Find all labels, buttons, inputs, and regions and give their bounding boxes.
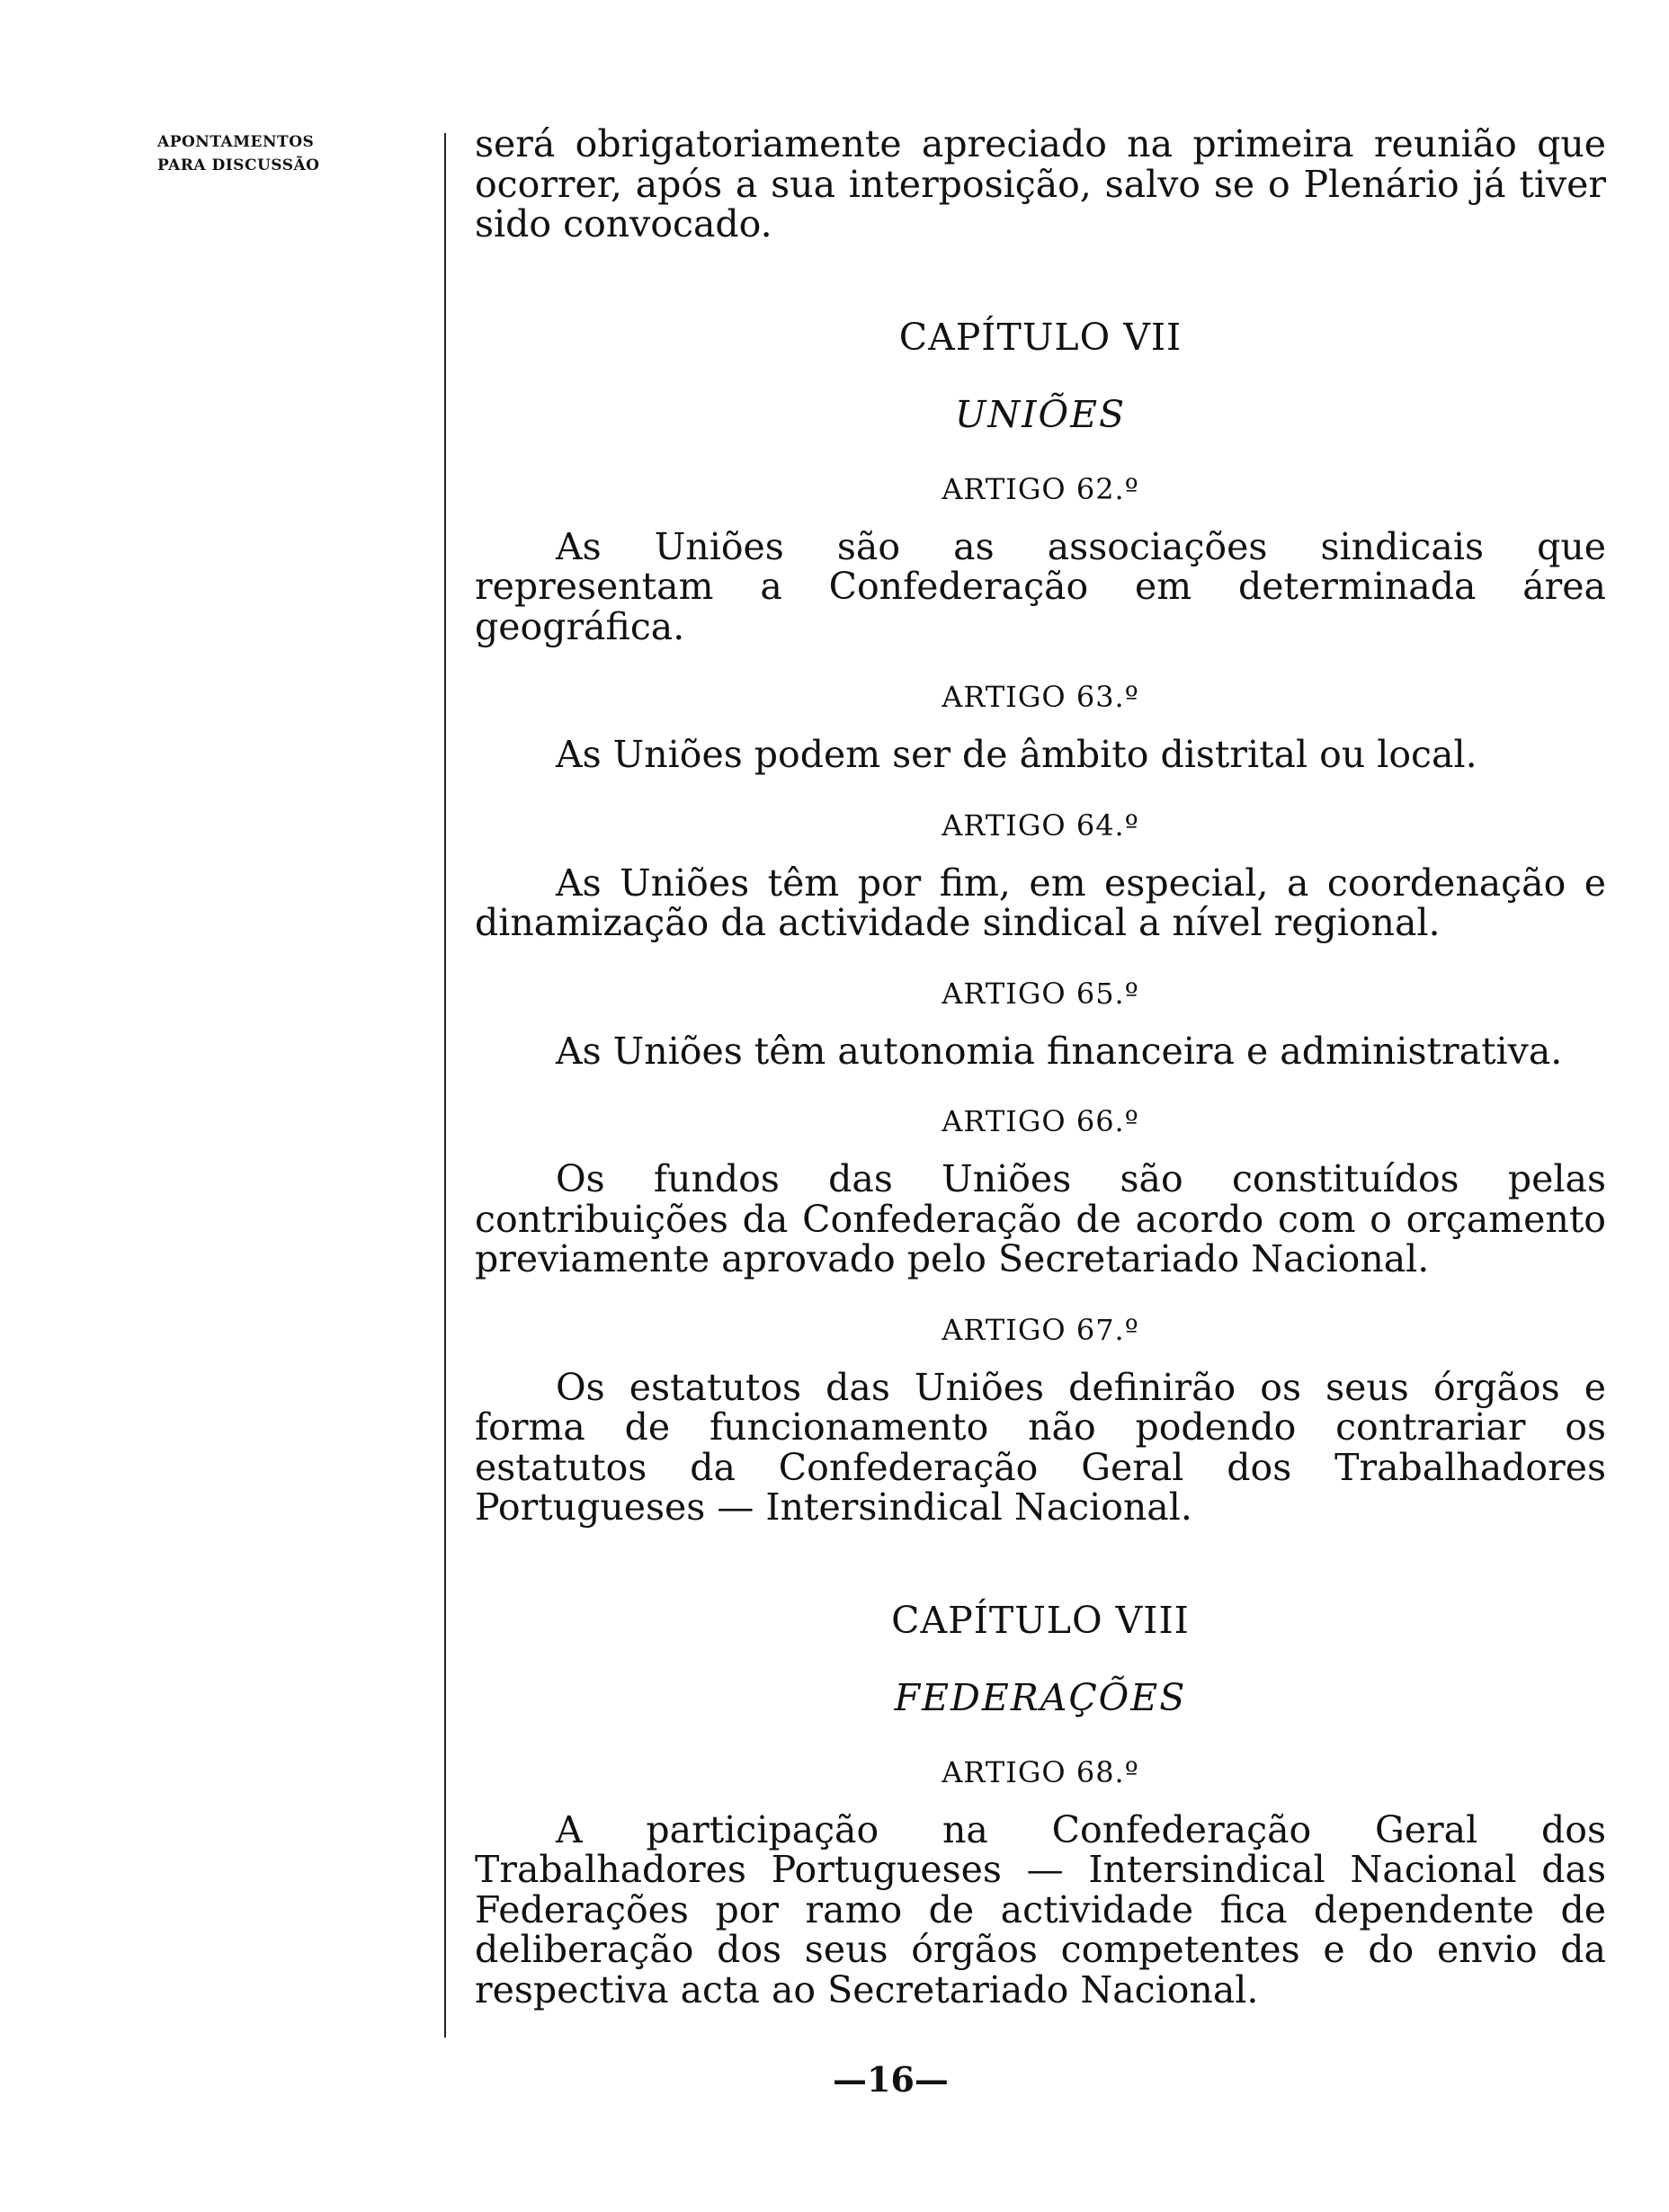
article-65-number: ARTIGO 65.º bbox=[942, 976, 1139, 1011]
chapter-7-heading: CAPÍTULO VII bbox=[898, 315, 1183, 359]
article-68-text: A participação na Confederação Geral dos Trabalhadores Portugueses — Intersindical Nacional das Federações por ramo de actividade fica dependente de deliberação dos seus órgãos competentes e do envio da respectiva acta ao Secretariado Nacional. bbox=[475, 1807, 1606, 2011]
article-63-number: ARTIGO 63.º bbox=[942, 680, 1139, 714]
margin-rule bbox=[444, 133, 446, 2038]
page-content bbox=[475, 124, 1606, 2010]
chapter-8-heading: CAPÍTULO VIII bbox=[891, 1598, 1190, 1642]
article-62-text: As Uniões são as associações sindicais que representam a Confederação em determinada área geográfica. bbox=[475, 524, 1606, 648]
article-68-number: ARTIGO 68.º bbox=[942, 1754, 1139, 1789]
article-67-number: ARTIGO 67.º bbox=[942, 1312, 1139, 1347]
margin-note bbox=[157, 130, 319, 178]
article-63-text: As Uniões podem ser de âmbito distrital ou local. bbox=[556, 733, 1477, 776]
opening-paragraph: será obrigatoriamente apreciado na primeira reunião que ocorrer, após a sua interposição, salvo se o Plenário já tiver sido convocado. bbox=[475, 122, 1606, 245]
margin-note-line-2: PARA DISCUSSÃO bbox=[157, 156, 320, 175]
page-number: —16— bbox=[833, 2059, 949, 2100]
article-66-text: Os fundos das Uniões são constituídos pelas contribuições da Confederação de acordo com o orçamento previamente aprovado pelo Secretariado Nacional. bbox=[475, 1157, 1606, 1280]
article-62-number: ARTIGO 62.º bbox=[942, 471, 1139, 506]
chapter-7-title: UNIÕES bbox=[954, 392, 1127, 436]
article-65-text: As Uniões têm autonomia financeira e administrativa. bbox=[556, 1029, 1563, 1073]
article-66-number: ARTIGO 66.º bbox=[942, 1104, 1139, 1138]
margin-note-line-1: APONTAMENTOS bbox=[157, 133, 315, 151]
article-64-number: ARTIGO 64.º bbox=[942, 807, 1139, 843]
chapter-8-title: FEDERAÇÕES bbox=[894, 1675, 1187, 1719]
article-64-text: As Uniões têm por fim, em especial, a coordenação e dinamização da actividade sindical a nível regional. bbox=[475, 861, 1606, 944]
article-67-text: Os estatutos das Uniões definirão os seus órgãos e forma de funcionamento não podendo contrariar os estatutos da Confederação Geral dos Trabalhadores Portugueses — Intersindical Nacional. bbox=[475, 1365, 1606, 1529]
